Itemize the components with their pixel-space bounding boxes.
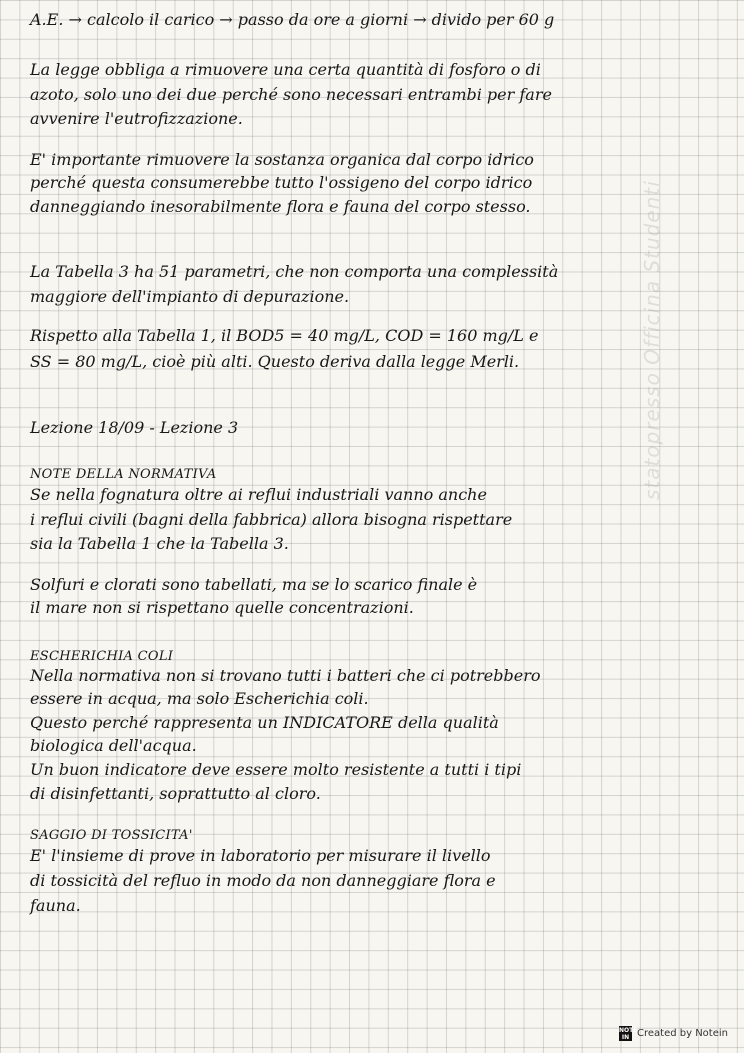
note-line: maggiore dell'impianto di depurazione. bbox=[30, 287, 350, 306]
note-line: perché questa consumerebbe tutto l'ossigeno del corpo idrico bbox=[30, 173, 533, 192]
note-line: Se nella fognatura oltre ai reflui industriali vanno anche bbox=[30, 485, 487, 504]
note-line: il mare non si rispettano quelle concentrazioni. bbox=[30, 598, 414, 617]
note-line: La Tabella 3 ha 51 parametri, che non comporta una complessità bbox=[30, 262, 559, 281]
notein-logo-icon: NOTE IN bbox=[619, 1027, 638, 1041]
note-line: Questo perché rappresenta un INDICATORE della qualità bbox=[30, 713, 499, 732]
lesson-heading: Lezione 18/09 - Lezione 3 bbox=[30, 418, 239, 437]
note-line: SS = 80 mg/L, cioè più alti. Questo deriva dalla legge Merli. bbox=[30, 352, 520, 371]
note-line: Rispetto alla Tabella 1, il BOD5 = 40 mg/L, COD = 160 mg/L e bbox=[30, 326, 539, 345]
note-line: avvenire l'eutrofizzazione. bbox=[30, 109, 243, 128]
note-line: Solfuri e clorati sono tabellati, ma se lo scarico finale è bbox=[30, 575, 478, 594]
note-line: sia la Tabella 1 che la Tabella 3. bbox=[30, 534, 289, 553]
note-line: danneggiando inesorabilmente flora e fauna del corpo stesso. bbox=[30, 197, 531, 216]
note-line: La legge obbliga a rimuovere una certa quantità di fosforo o di bbox=[30, 60, 541, 79]
section-heading: ESCHERICHIA COLI bbox=[30, 649, 174, 664]
note-line: i reflui civili (bagni della fabbrica) allora bisogna rispettare bbox=[30, 510, 513, 529]
note-line: di tossicità del refluo in modo da non danneggiare flora e bbox=[30, 871, 496, 890]
note-line: A.E. → calcolo il carico → passo da ore a giorni → divido per 60 g bbox=[30, 10, 555, 29]
note-line: E' importante rimuovere la sostanza organica dal corpo idrico bbox=[30, 150, 534, 169]
credit-text: Created by Notein bbox=[637, 1028, 728, 1039]
section-heading: SAGGIO DI TOSSICITA' bbox=[30, 828, 193, 843]
footer-credit bbox=[619, 1026, 728, 1041]
note-line: Un buon indicatore deve essere molto resistente a tutti i tipi bbox=[30, 760, 522, 779]
note-line: E' l'insieme di prove in laboratorio per misurare il livello bbox=[30, 846, 491, 865]
note-line: biologica dell'acqua. bbox=[30, 736, 197, 755]
note-line: di disinfettanti, soprattutto al cloro. bbox=[30, 784, 321, 803]
watermark-text: statopresso Officina Studenti bbox=[640, 180, 664, 500]
note-line: essere in acqua, ma solo Escherichia coli. bbox=[30, 689, 369, 708]
note-line: Nella normativa non si trovano tutti i batteri che ci potrebbero bbox=[30, 666, 541, 685]
note-line: azoto, solo uno dei due perché sono necessari entrambi per fare bbox=[30, 85, 552, 104]
section-heading: NOTE DELLA NORMATIVA bbox=[30, 467, 217, 482]
note-line: fauna. bbox=[30, 896, 81, 915]
